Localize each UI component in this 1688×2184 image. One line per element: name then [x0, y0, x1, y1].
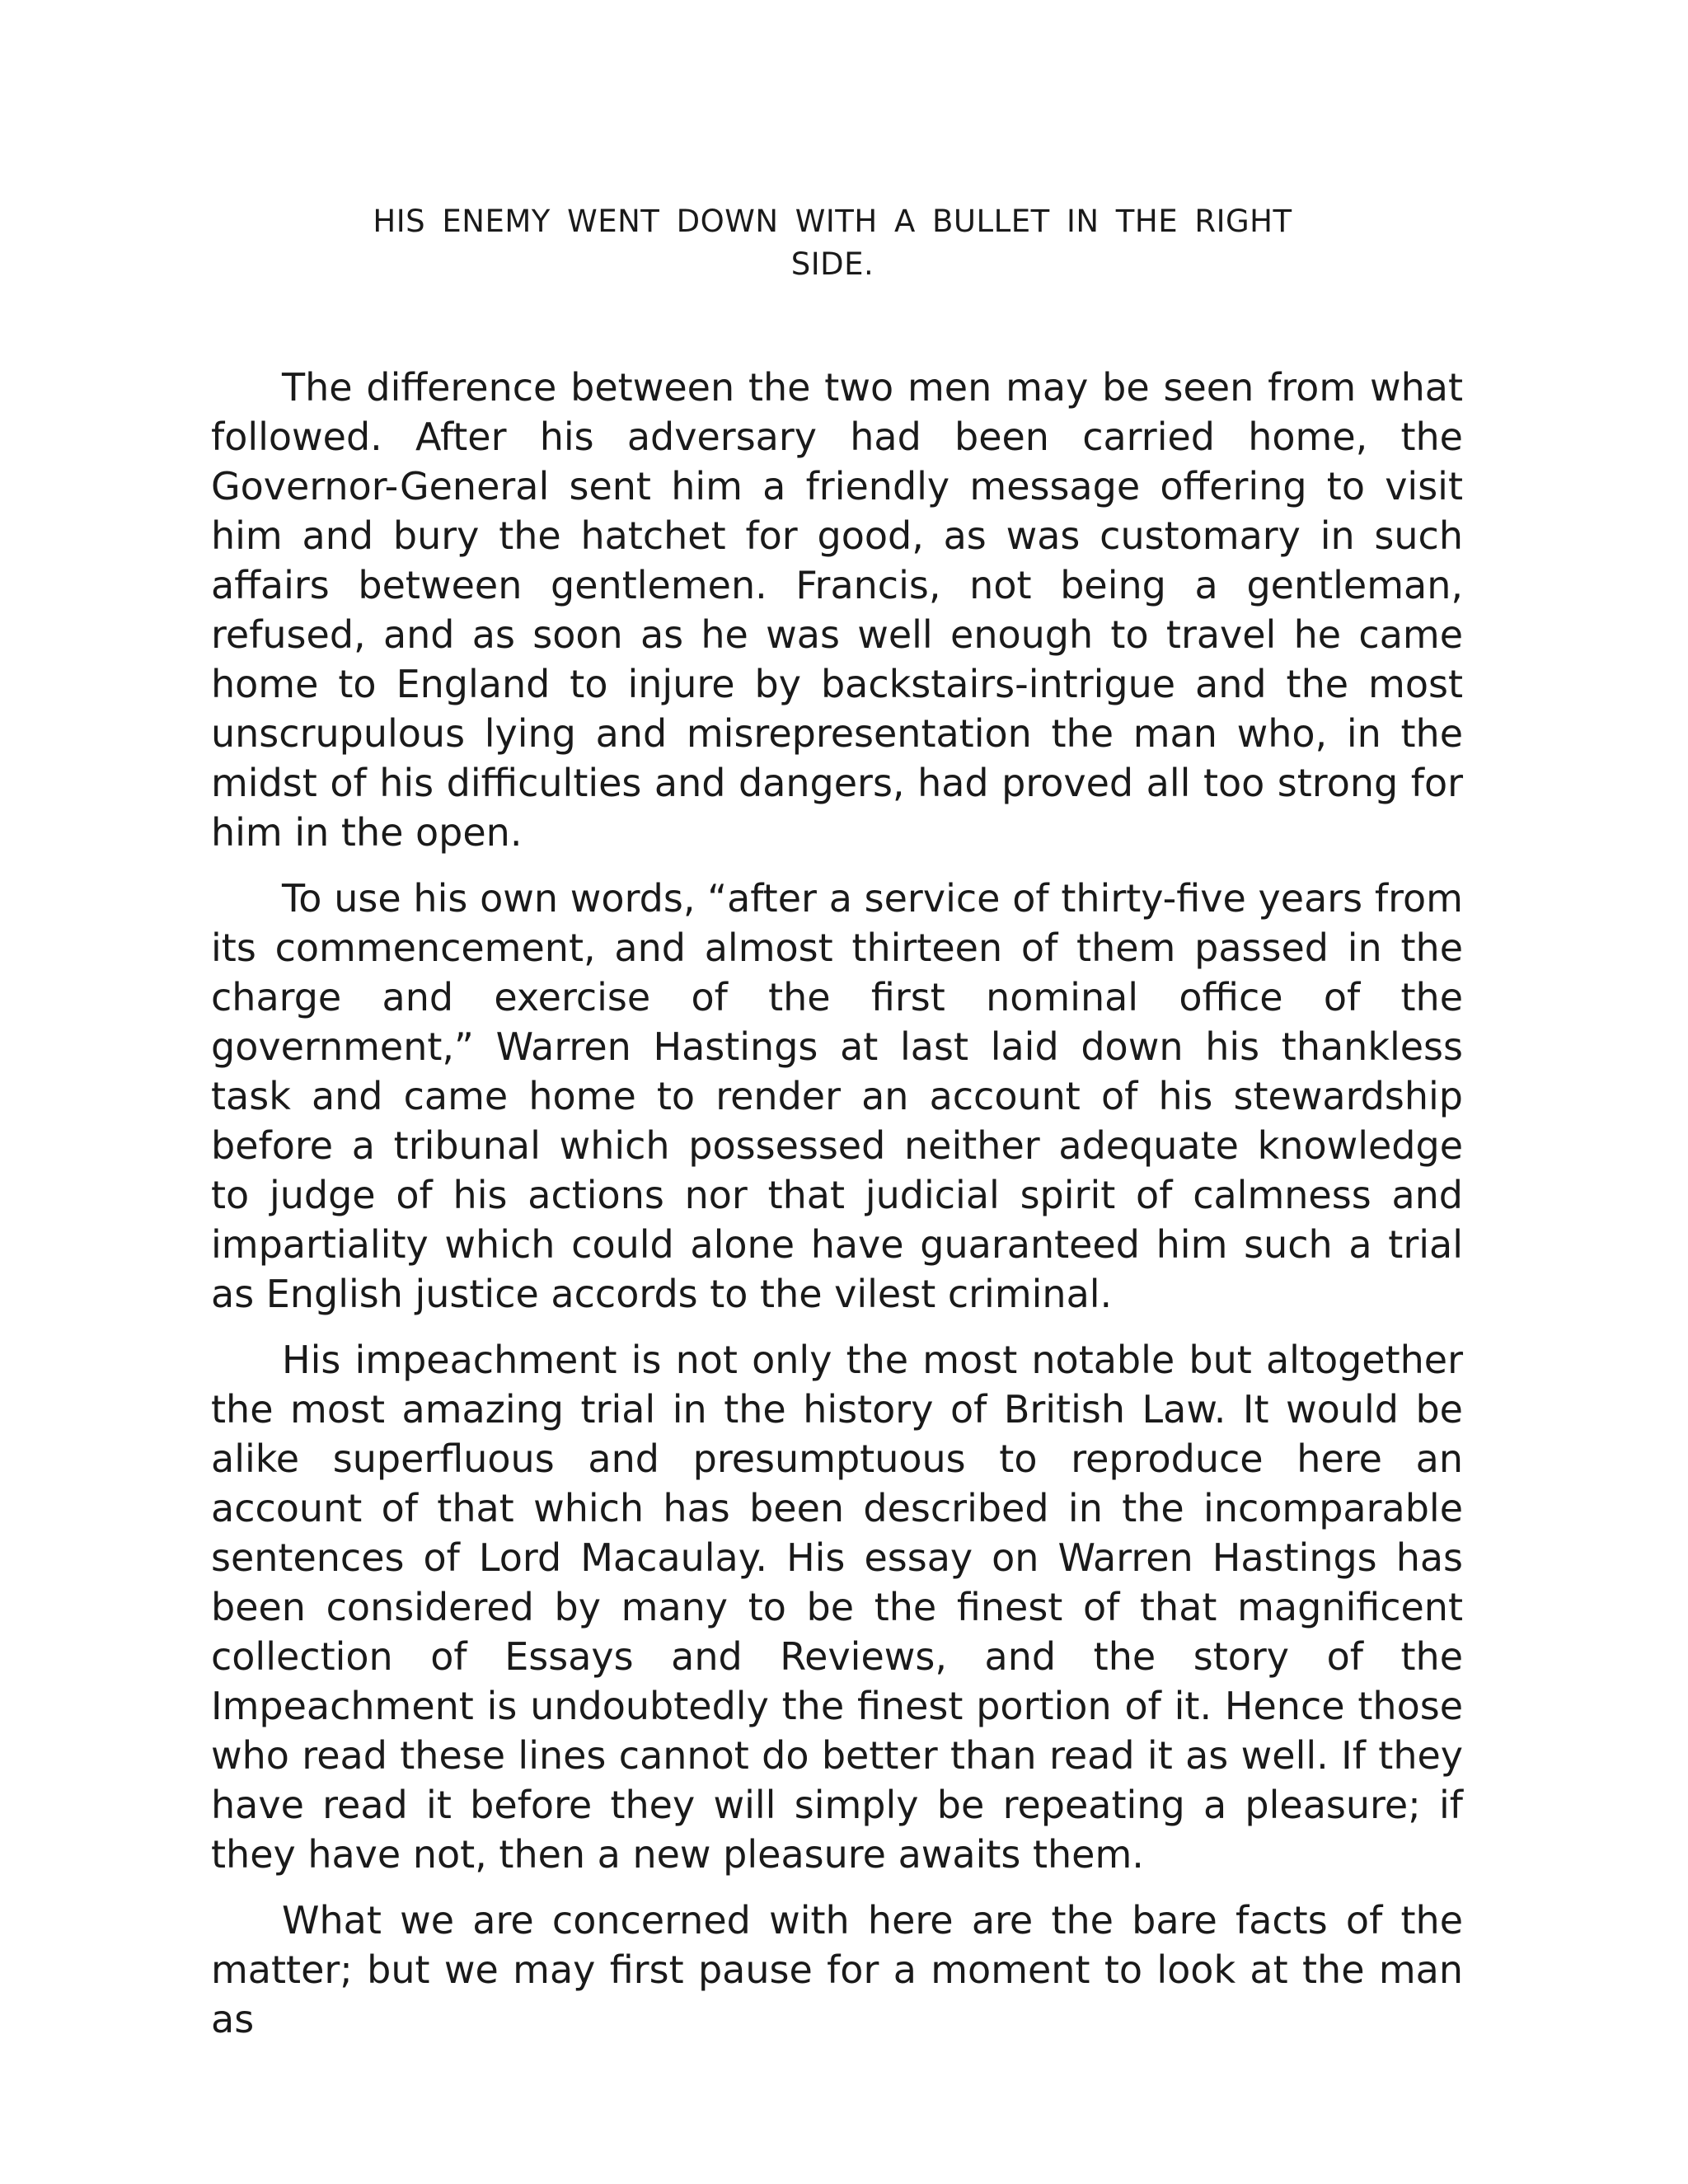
body-text: [211, 363, 1463, 2060]
caption-line-2: SIDE.: [790, 246, 874, 282]
caption-line-1: HIS ENEMY WENT DOWN WITH A BULLET IN THE RIGHT: [373, 204, 1292, 239]
paragraph-1: The difference between the two men may be seen from what followed. After his adversary had been carried home, the Governor-General sent him a friendly message offering to visit him and bury the hatchet for good, as was customary in such affairs between gentlemen. Francis, not being a gentleman, refused, and as soon as he was well enough to travel he came home to England to injure by backstairs-intrigue and the most unscrupulous lying and misrepresentation the man who, in the midst of his difficulties and dangers, had proved all too strong for him in the open.: [211, 365, 1463, 855]
illustration-caption: [354, 200, 1311, 286]
paragraph-3: His impeachment is not only the most notable but altogether the most amazing trial in the history of British Law. It would be alike superfluous and presumptuous to reproduce here an account of that which has been described in the incomparable sentences of Lord Macaulay. His essay on Warren Hastings has been considered by many to be the finest of that magnificent collection of Essays and Reviews, and the story of the Impeachment is undoubtedly the finest portion of it. Hence those who read these lines cannot do better than read it as well. If they have read it before they will simply be repeating a pleasure; if they have not, then a new pleasure awaits them.: [211, 1338, 1463, 1877]
paragraph-2: To use his own words, “after a service of thirty-five years from its commencement, and almost thirteen of them passed in the charge and exercise of the first nominal office of the government,” Warren Hastings at last laid down his thankless task and came home to render an account of his stewardship before a tribunal which possessed neither adequate knowledge to judge of his actions nor that judicial spirit of calmness and impartiality which could alone have guaranteed him such a trial as English justice accords to the vilest criminal.: [211, 876, 1463, 1316]
paragraph-4: What we are concerned with here are the bare facts of the matter; but we may first pause for a moment to look at the man as: [211, 1898, 1463, 2041]
